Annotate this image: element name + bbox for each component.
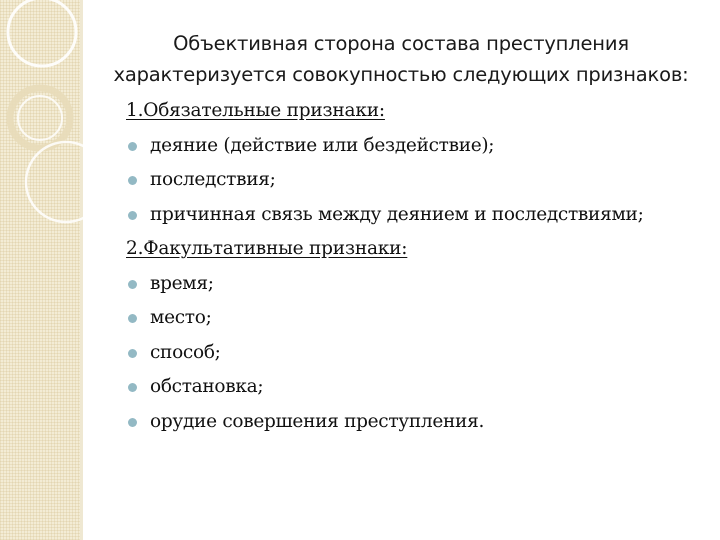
title-line-1: Объективная сторона состава преступления: [173, 32, 629, 55]
bullet-dot-icon: [128, 349, 137, 358]
list-item: [126, 336, 716, 371]
bullet-dot-icon: [128, 418, 137, 427]
bullet-dot-icon: [128, 280, 137, 289]
side-band-edge: [80, 0, 83, 540]
list-item: [126, 370, 716, 405]
list-item-text: причинная связь между деянием и последствиями;: [150, 203, 644, 225]
list-item-text: деяние (действие или бездействие);: [150, 134, 495, 156]
bullet-dot-icon: [128, 383, 137, 392]
list-item-text: способ;: [150, 341, 221, 363]
list-item: [126, 129, 716, 164]
bullet-dot-icon: [128, 142, 137, 151]
list-item: [126, 198, 716, 233]
bullet-dot-icon: [128, 211, 137, 220]
section-heading-mandatory: 1.Обязательные признаки:: [126, 100, 385, 121]
bullet-dot-icon: [128, 176, 137, 185]
list-item: [126, 163, 716, 198]
list-item: [126, 267, 716, 302]
list-item: [126, 301, 716, 336]
content-list: [126, 94, 716, 439]
list-item: [126, 405, 716, 440]
title-line-2: характеризуется совокупностью следующих признаков:: [113, 63, 689, 86]
section-heading-optional: 2.Факультативные признаки:: [126, 238, 408, 259]
list-item-text: место;: [150, 307, 212, 328]
list-item-text: последствия;: [150, 169, 276, 190]
bullet-dot-icon: [128, 314, 137, 323]
decorative-side-band: [0, 0, 80, 540]
list-item-text: обстановка;: [150, 376, 264, 397]
slide-title: [90, 28, 712, 90]
list-item-text: орудие совершения преступления.: [150, 410, 485, 432]
list-item-text: время;: [150, 272, 214, 294]
